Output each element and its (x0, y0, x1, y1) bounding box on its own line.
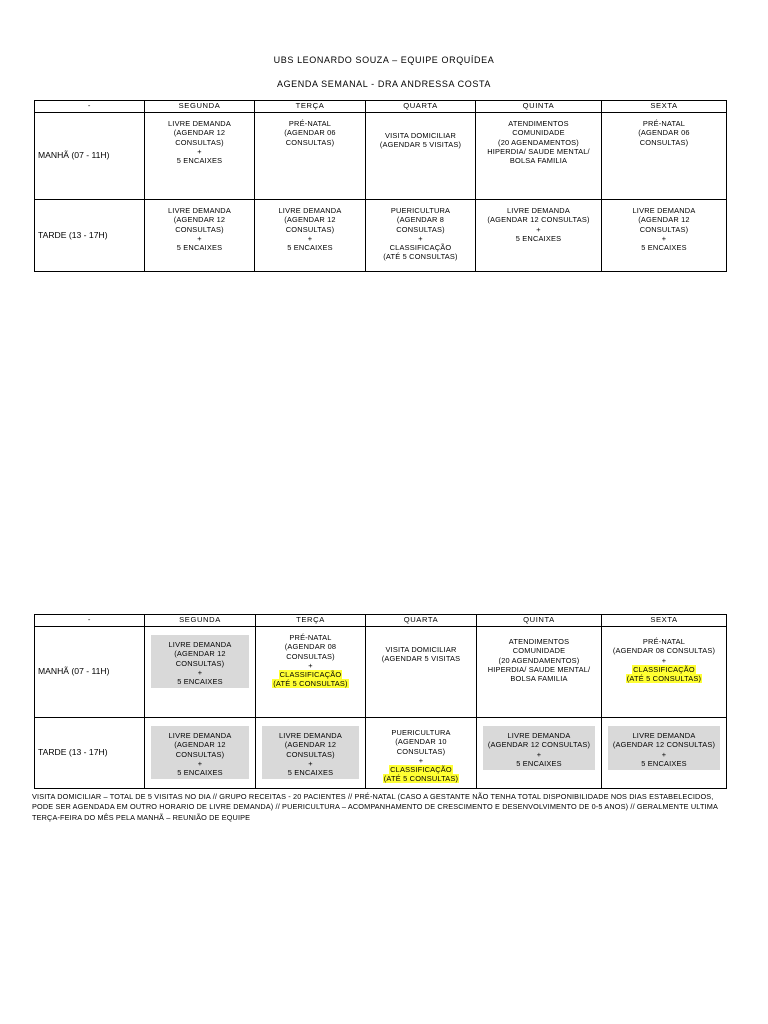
cell-line: LIVRE DEMANDA (279, 731, 342, 740)
cell-line: + (661, 655, 667, 665)
cell-line: (AGENDAR 12 (173, 215, 226, 225)
column-header: QUARTA (366, 101, 476, 113)
cell-line: HIPERDIA/ SAUDE MENTAL/ (487, 664, 591, 674)
cell-line (258, 670, 363, 679)
schedule-cell (256, 627, 366, 718)
period-label: MANHÃ (07 - 11H) (35, 627, 145, 718)
cell-line: + (536, 224, 541, 234)
schedule-cell (602, 718, 727, 789)
highlighted-text: (ATÉ 5 CONSULTAS) (626, 674, 702, 684)
cell-line: 5 ENCAIXES (177, 677, 223, 687)
cell-line: BOLSA FAMILIA (510, 674, 568, 684)
schedule-cell (477, 627, 602, 718)
shaded-block (483, 726, 595, 770)
cell-line: 5 ENCAIXES (641, 758, 687, 768)
period-label: TARDE (13 - 17H) (35, 200, 145, 272)
cell-line: CONSULTAS) (396, 746, 446, 756)
schedule-table-1 (34, 100, 727, 272)
cell-line: (AGENDAR 12 CONSULTAS) (487, 740, 591, 750)
schedule-cell (255, 113, 366, 200)
highlighted-text: CLASSIFICAÇÃO (633, 664, 695, 674)
cell-line: + (308, 758, 313, 768)
schedule-cell (602, 200, 727, 272)
table-row (35, 718, 727, 789)
cell-line: (20 AGENDAMENTOS) (498, 655, 580, 665)
cell-line: (AGENDAR 08 (284, 642, 337, 652)
cell-line: + (308, 660, 313, 670)
column-header: TERÇA (255, 101, 366, 113)
cell-line: CONSULTAS) (285, 224, 335, 234)
cell-line: (AGENDAR 10 (395, 737, 447, 747)
cell-line: 5 ENCAIXES (515, 233, 562, 243)
column-header: SEGUNDA (145, 101, 255, 113)
cell-line: ATENDIMENTOS (508, 119, 569, 128)
cell-line: CONSULTAS) (285, 137, 335, 147)
schedule-cell (145, 718, 256, 789)
column-header: TERÇA (256, 615, 366, 627)
cell-line: CONSULTAS) (175, 749, 225, 759)
header-row (35, 101, 727, 113)
cell-line: LIVRE DEMANDA (168, 119, 231, 128)
cell-line: CONSULTAS) (175, 658, 225, 668)
schedule-cell (256, 718, 366, 789)
schedule-cell (476, 113, 602, 200)
schedule-cell (366, 718, 477, 789)
cell-line: (AGENDAR 06 (638, 128, 690, 138)
period-label: MANHÃ (07 - 11H) (35, 113, 145, 200)
document-subtitle: AGENDA SEMANAL - DRA ANDRESSA COSTA (276, 79, 492, 89)
schedule-cell (145, 627, 256, 718)
cell-line: LIVRE DEMANDA (168, 206, 231, 215)
cell-line: ATENDIMENTOS (508, 637, 570, 646)
cell-line: LIVRE DEMANDA (278, 206, 342, 215)
cell-line: 5 ENCAIXES (287, 243, 333, 253)
cell-line: 5 ENCAIXES (516, 758, 562, 768)
cell-line: LIVRE DEMANDA (168, 640, 232, 649)
cell-line: 5 ENCAIXES (287, 768, 334, 778)
cell-line: COMUNIDADE (512, 128, 565, 138)
cell-line: LIVRE DEMANDA (507, 206, 570, 215)
cell-line (604, 665, 724, 674)
cell-line: (AGENDAR 12 (638, 215, 690, 225)
cell-line: CONSULTAS) (175, 224, 224, 234)
cell-line: (AGENDAR 08 CONSULTAS) (612, 646, 716, 656)
cell-line: CONSULTAS) (639, 224, 689, 234)
column-header: QUINTA (476, 101, 602, 113)
cell-line: CONSULTAS) (639, 137, 689, 147)
shaded-block (262, 726, 359, 779)
schedule-table-2 (34, 614, 727, 789)
highlighted-text: CLASSIFICAÇÃO (279, 670, 342, 680)
cell-line: CONSULTAS) (286, 749, 335, 759)
schedule-cell (366, 627, 477, 718)
cell-line: + (418, 755, 424, 765)
cell-line: (AGENDAR 12 CONSULTAS) (487, 215, 590, 225)
table-row (35, 113, 727, 200)
cell-line: LIVRE DEMANDA (632, 731, 696, 740)
cell-line: HIPERDIA/ SAUDE MENTAL/ (487, 146, 590, 156)
cell-line: CONSULTAS) (396, 224, 445, 234)
cell-line (368, 765, 474, 774)
cell-line: + (536, 749, 542, 759)
cell-line: COMUNIDADE (512, 646, 566, 656)
cell-line: PUERICULTURA (390, 206, 451, 215)
cell-line: CLASSIFICAÇÃO (389, 243, 452, 253)
highlighted-text: (ATÉ 5 CONSULTAS) (273, 679, 348, 689)
schedule-cell (366, 113, 476, 200)
column-header: - (35, 101, 145, 113)
cell-line: (AGENDAR 06 (284, 128, 336, 138)
cell-line: (AGENDAR 12 (284, 740, 337, 750)
cell-line: 5 ENCAIXES (176, 243, 223, 253)
document-title: UBS LEONARDO SOUZA – EQUIPE ORQUÍDEA (273, 55, 495, 65)
cell-line: + (197, 758, 203, 768)
column-header: SEXTA (602, 101, 727, 113)
cell-line: (AGENDAR 12 (174, 649, 226, 659)
cell-line: (20 AGENDAMENTOS) (498, 137, 579, 147)
highlighted-text: (ATÉ 5 CONSULTAS) (383, 774, 459, 784)
schedule-cell (602, 113, 727, 200)
column-header: QUARTA (366, 615, 477, 627)
cell-line: (ATÉ 5 CONSULTAS) (383, 252, 458, 262)
cell-line: (AGENDAR 12 (173, 128, 226, 138)
table-row (35, 200, 727, 272)
cell-line: 5 ENCAIXES (176, 156, 223, 166)
cell-line: + (197, 233, 202, 243)
cell-line: + (661, 233, 667, 243)
cell-line: CONSULTAS) (286, 651, 335, 661)
schedule-cell (145, 113, 255, 200)
cell-line: + (307, 233, 313, 243)
cell-line: (AGENDAR 8 (396, 215, 445, 225)
cell-line: PRÉ-NATAL (642, 119, 686, 128)
cell-line: LIVRE DEMANDA (168, 731, 232, 740)
cell-line: LIVRE DEMANDA (632, 206, 696, 215)
header-row (35, 615, 727, 627)
shaded-block (151, 726, 249, 779)
cell-line: (AGENDAR 12 (284, 215, 336, 225)
cell-line: PUERICULTURA (391, 728, 451, 737)
shaded-block (608, 726, 720, 770)
schedule-cell (255, 200, 366, 272)
column-header: SEGUNDA (145, 615, 256, 627)
cell-line: + (661, 749, 667, 759)
table-row (35, 627, 727, 718)
cell-line: + (418, 233, 423, 243)
column-header: - (35, 615, 145, 627)
schedule-cell (145, 200, 255, 272)
cell-line: (AGENDAR 12 (174, 740, 226, 750)
schedule-cell (366, 200, 476, 272)
schedule-cell (476, 200, 602, 272)
schedule-cell (477, 718, 602, 789)
cell-line (604, 674, 724, 683)
schedule-cell (602, 627, 727, 718)
cell-line: VISITA DOMICILIAR (384, 131, 457, 140)
cell-line: PRÉ-NATAL (289, 633, 332, 642)
cell-line: (AGENDAR 5 VISITAS) (379, 140, 462, 150)
cell-line: 5 ENCAIXES (177, 768, 223, 778)
cell-line: PRÉ-NATAL (288, 119, 332, 128)
column-header: QUINTA (477, 615, 602, 627)
period-label: TARDE (13 - 17H) (35, 718, 145, 789)
shaded-block (151, 635, 249, 688)
cell-line: PRÉ-NATAL (642, 637, 686, 646)
cell-line: CONSULTAS) (175, 137, 224, 147)
cell-line: BOLSA FAMILIA (509, 156, 568, 166)
highlighted-text: CLASSIFICAÇÃO (390, 765, 452, 775)
footnote: VISITA DOMICILIAR – TOTAL DE 5 VISITAS NO DIA // GRUPO RECEITAS - 20 PACIENTES // PRÉ-NATAL (CASO A GESTANTE NÃO TENHA TOTAL DISPONIBILIDADE NOS DIAS ESTABELECIDOS, PODE SER AGENDADA EM OUTRO HORARIO DE LIVRE DEMANDA) // PUERICULTURA – ACOMPANHAMENTO DE CRESCIMENTO E DESENVOLVIMENTO DE 0-5 ANOS) // GERALMENTE ULTIMA TERÇA-FEIRA DO MÊS PELA MANHÃ – REUNIÃO DE EQUIPE (32, 792, 718, 822)
column-header: SEXTA (602, 615, 727, 627)
cell-line (368, 774, 474, 783)
cell-line: LIVRE DEMANDA (507, 731, 571, 740)
cell-line (258, 679, 363, 688)
cell-line: VISITA DOMICILIAR (385, 645, 457, 654)
cell-line: + (197, 146, 202, 156)
cell-line: (AGENDAR 5 VISITAS (381, 654, 461, 664)
cell-line: 5 ENCAIXES (641, 243, 687, 253)
cell-line: + (197, 667, 203, 677)
cell-line: (AGENDAR 12 CONSULTAS) (612, 740, 716, 750)
